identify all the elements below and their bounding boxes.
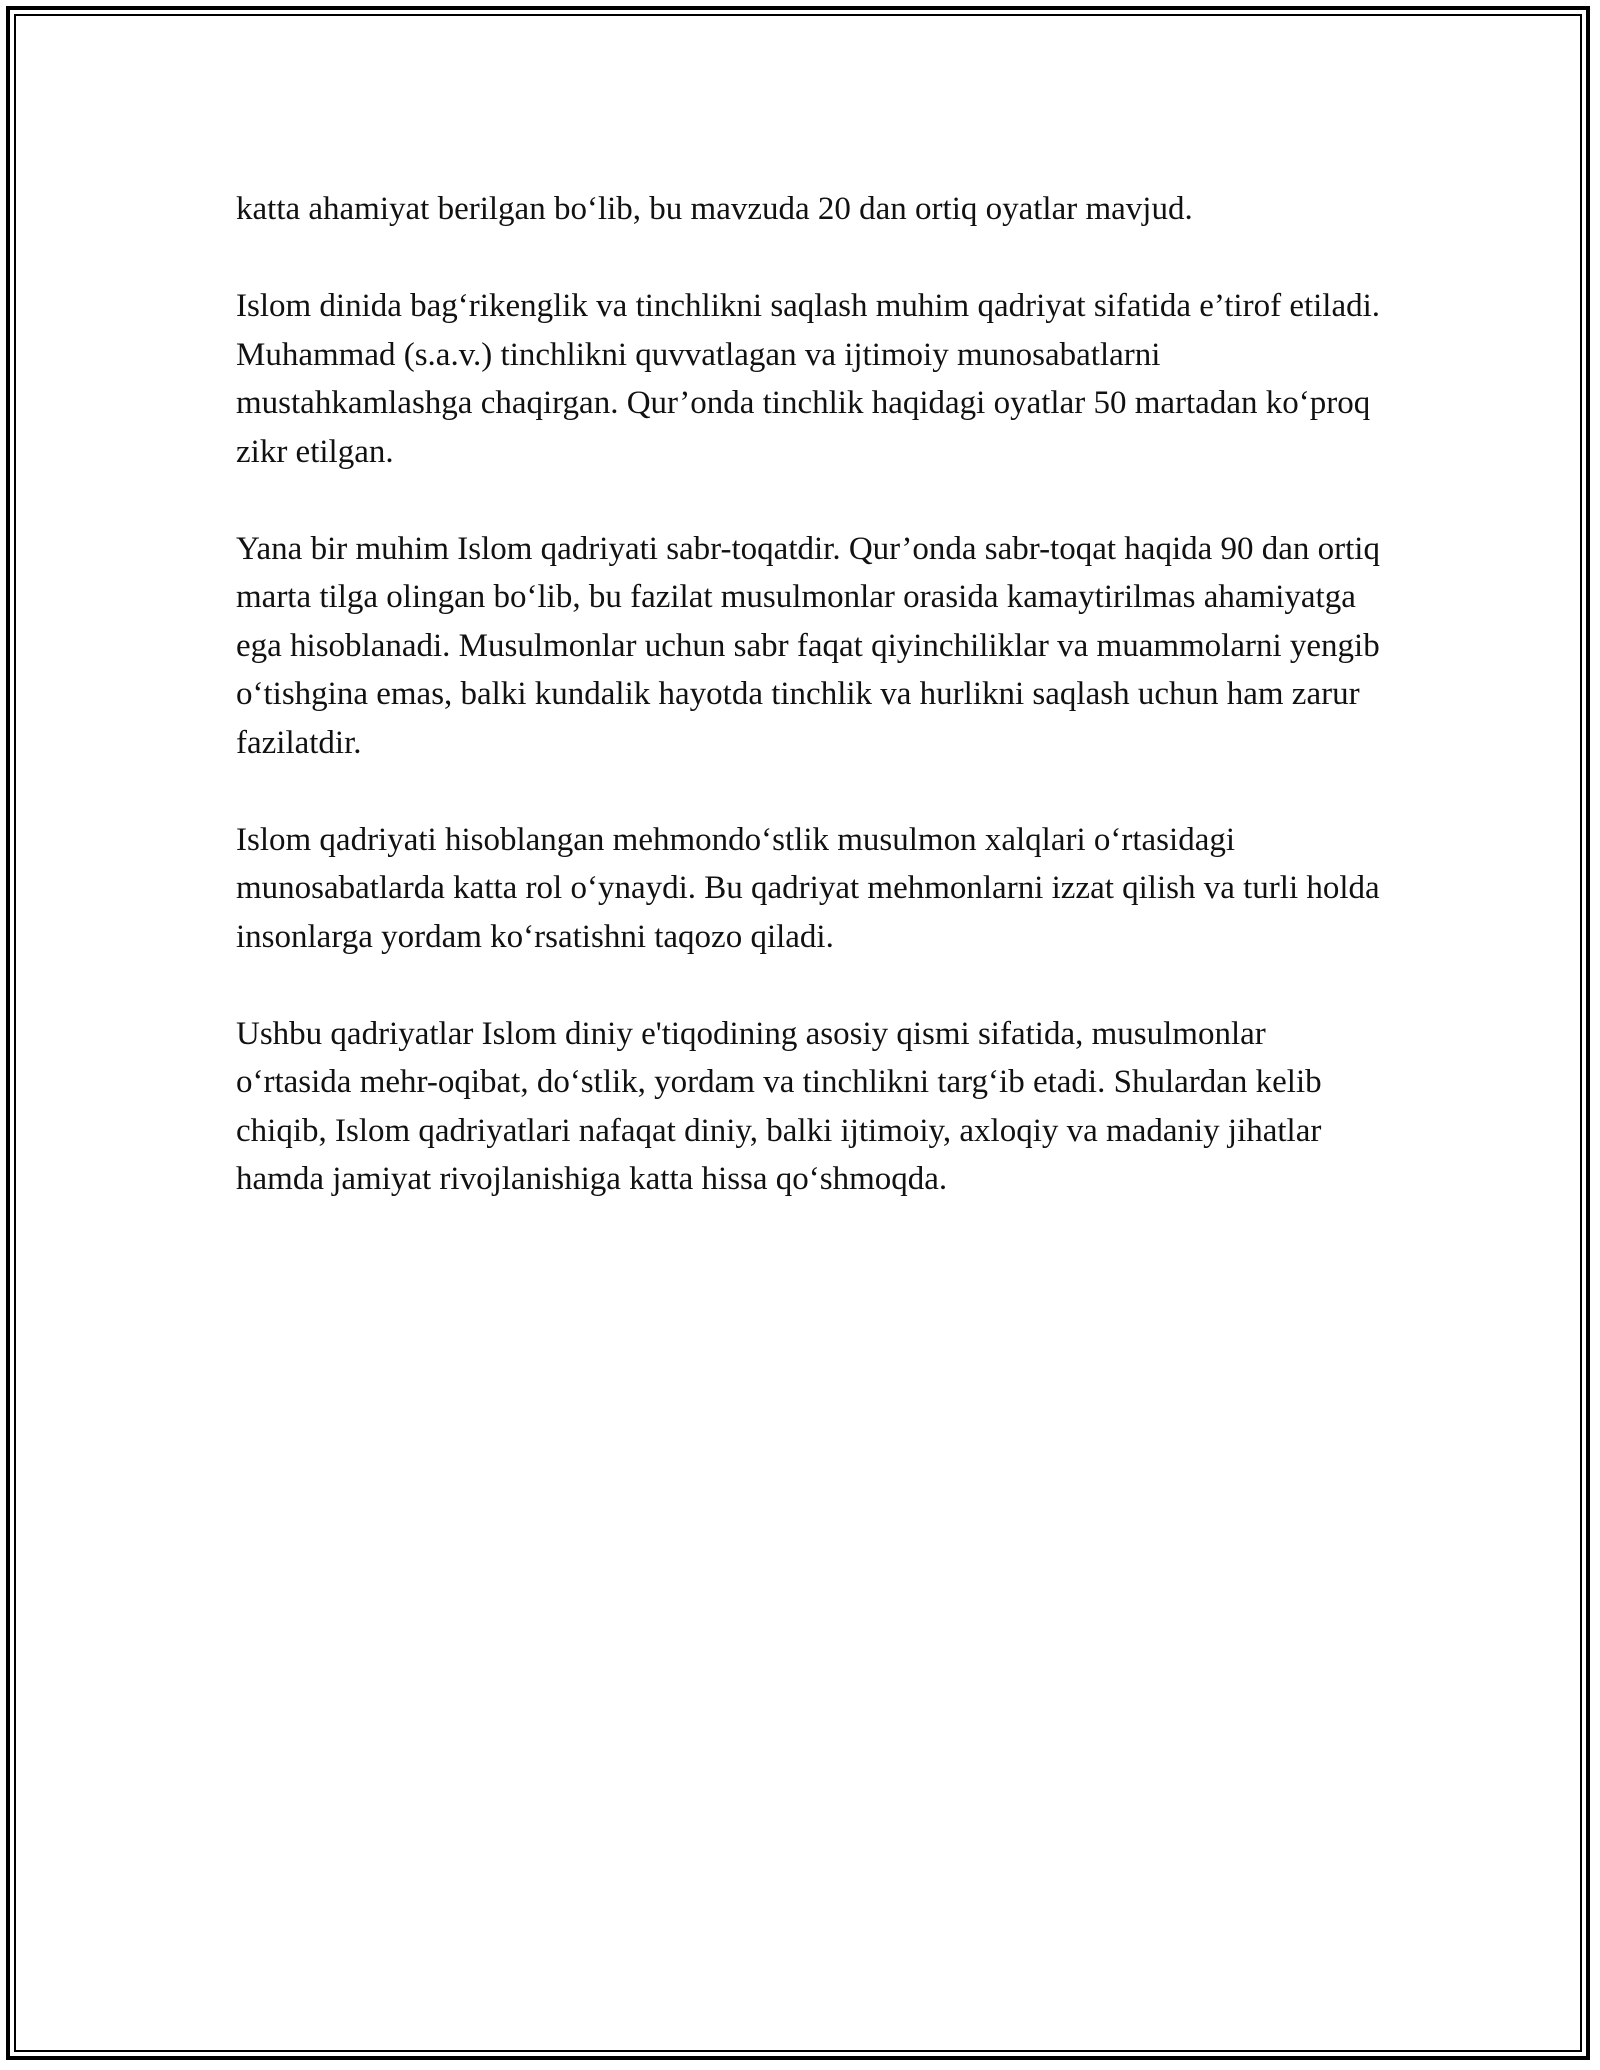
paragraph-4: Islom qadriyati hisoblangan mehmondo‘stlik musulmon xalqlari o‘rtasidagi munosabatlarda katta rol o‘ynaydi. Bu qadriyat mehmonlarni izzat qilish va turli holda insonlarga yordam ko‘rsatishni taqozo qiladi.: [236, 821, 1380, 955]
paragraph-2: Islom dinida bag‘rikenglik va tinchlikni saqlash muhim qadriyat sifatida e’tirof etiladi. Muhammad (s.a.v.) tinchlikni quvvatlagan va ijtimoiy munosabatlarni mustahkamlashga chaqirgan. Qur’onda tinchlik haqidagi oyatlar 50 martadan ko‘proq zikr etilgan.: [236, 288, 1381, 470]
paragraph-1: katta ahamiyat berilgan bo‘lib, bu mavzuda 20 dan ortiq oyatlar mavjud.: [236, 191, 1193, 227]
document-body: [236, 185, 1386, 1252]
paragraph-5: Ushbu qadriyatlar Islom diniy e'tiqodining asosiy qismi sifatida, musulmonlar o‘rtasida mehr-oqibat, do‘stlik, yordam va tinchlikni targ‘ib etadi. Shulardan kelib chiqib, Islom qadriyatlari nafaqat diniy, balki ijtimoiy, axloqiy va madaniy jihatlar hamda jamiyat rivojlanishiga katta hissa qo‘shmoqda.: [236, 1015, 1322, 1197]
paragraph-3: Yana bir muhim Islom qadriyati sabr-toqatdir. Qur’onda sabr-toqat haqida 90 dan ortiq marta tilga olingan bo‘lib, bu fazilat musulmonlar orasida kamaytirilmas ahamiyatga ega hisoblanadi. Musulmonlar uchun sabr faqat qiyinchiliklar va muammolarni yengib o‘tishgina emas, balki kundalik hayotda tinchlik va hurlikni saqlash uchun ham zarur fazilatdir.: [236, 530, 1380, 761]
